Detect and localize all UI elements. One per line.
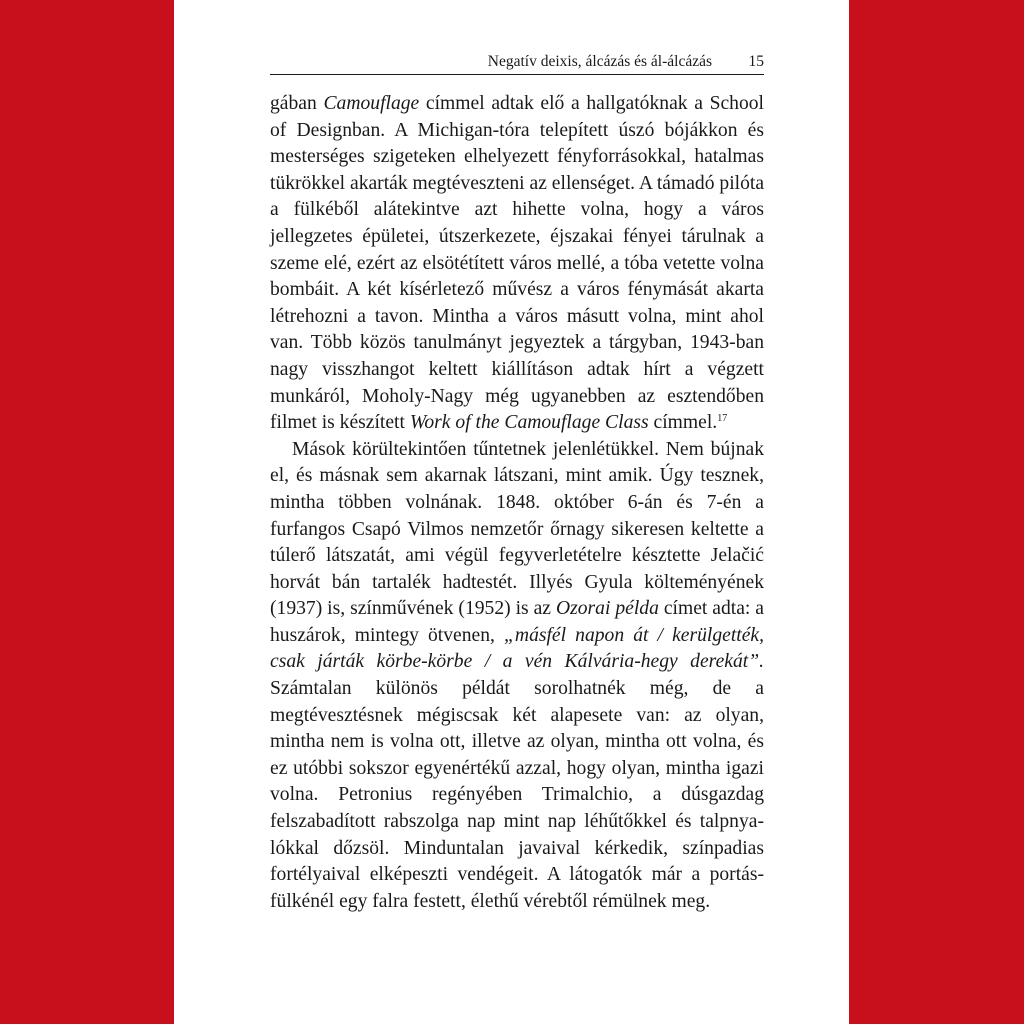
italic-text: Work of the Camouflage Class bbox=[409, 412, 649, 434]
italic-text: „másfél napon át / kerülgették, csak járták körbe-körbe / a vén Kálvária-hegy derekát”. bbox=[270, 624, 764, 673]
running-title: Negatív deixis, álcázás és ál-álcázás bbox=[487, 53, 712, 70]
text-run: Számtalan különös példát sorolhatnék még, de a megtévesztésnek mégiscsak két alapesete van: az olyan, mintha nem is volna ott, illetve az olyan, mintha ott volna, és ez utóbbi sokszor egyenértékű azzal, hogy olyan, mintha igazi volna. Petronius regényében Trimalchio, a dúsgazdag felszabadított rabszolga nap mint nap léhűtőkkel és talpnyalókkal dőzsöl. Minduntalan javaival kérkedik, színpadias fortélyaival elképeszti vendégeit. A látogatók már a portásfülkénél egy falra festett, élethű vérebtől rémülnek meg. bbox=[270, 678, 764, 912]
paragraph-1 bbox=[270, 91, 764, 437]
text-run: címmel adtak elő a hallgatóknak a School of Designban. A Michigan-tóra telepített úszó bójákkon és mesterséges szigeteken elhelyezett fényforrásokkal, hatalmas tükrökkel akarták megtéveszteni az ellenséget. A támadó pilóta a fülkéből alátekintve azt hihette volna, hogy a város jellegzetes épületei, útszerkezete, éjszakai fényei tárulnak a szeme elé, ezért az elsötétített város mellé, a tóba vetette volna bombáit. A két kísérletező művész a város fénymását akarta létrehozni a tavon. Mintha a város másutt volna, mint ahol van. Több közös tanulmányt jegyeztek a tárgyban, 1943-ban nagy visszhangot keltett kiállításon adtak hírt a végzett munkáról, Moholy-Nagy még ugyanebben az esztendőben filmet is készített bbox=[270, 93, 765, 434]
text-run: gában bbox=[270, 93, 324, 114]
running-head bbox=[270, 52, 764, 75]
text-run: Mások körültekintően tűntetnek jelenlétükkel. Nem bújnak el, és másnak sem akarnak látszani, mint amik. Úgy tesznek, mintha többen volnának. 1848. október 6-án és 7-én a furfangos Csapó Vilmos nemzetőr őrnagy sikeresen keltette a túlerő látszatát, ami végül fegyverletételre késztette Jelačić horvát bán tartalék hadtestét. Illyés Gyula költeményének (1937) is, színművének (1952) is az bbox=[270, 438, 764, 620]
book-page bbox=[174, 0, 849, 1024]
italic-text: Ozorai példa bbox=[555, 598, 659, 620]
italic-text: Camouflage bbox=[323, 93, 420, 114]
text-run: címmel. bbox=[648, 412, 718, 434]
footnote-ref: 17 bbox=[717, 413, 728, 425]
body-text bbox=[270, 91, 764, 915]
text-run: címet adta: a huszárok, mintegy ötvenen, bbox=[270, 598, 764, 646]
paragraph-2 bbox=[270, 437, 764, 916]
page-number: 15 bbox=[748, 53, 764, 70]
